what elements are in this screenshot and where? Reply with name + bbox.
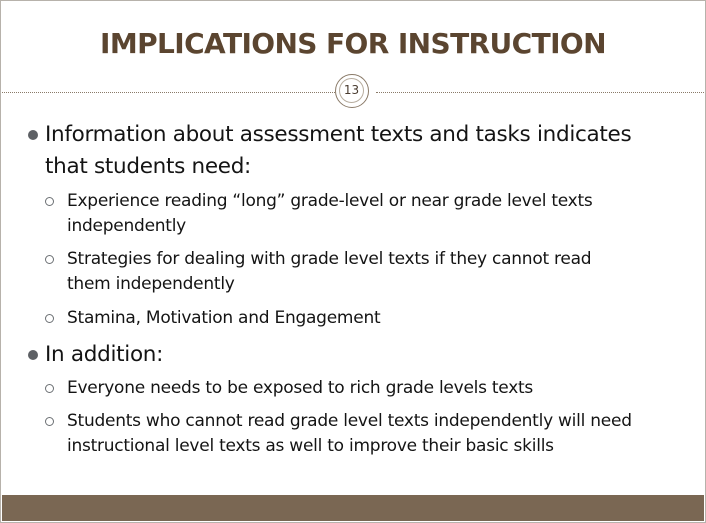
sub-bullet-circle-icon xyxy=(45,314,54,323)
sub-bullet-text-line: Stamina, Motivation and Engagement xyxy=(67,308,381,328)
bullet-dot-icon xyxy=(28,130,38,140)
bullet-text-line: Information about assessment texts and tasks indicates xyxy=(45,122,632,147)
sub-bullet-text-line: Strategies for dealing with grade level texts if they cannot read xyxy=(67,249,592,269)
bullet-text-line: In addition: xyxy=(45,342,164,367)
title-divider-right xyxy=(376,92,704,93)
title-divider-left xyxy=(2,92,335,93)
sub-bullet-circle-icon xyxy=(45,255,54,264)
sub-bullet-text-line: them independently xyxy=(67,274,235,294)
sub-bullet-text-line: Everyone needs to be exposed to rich grade levels texts xyxy=(67,378,534,398)
slide-title: IMPLICATIONS FOR INSTRUCTION xyxy=(100,27,606,60)
sub-bullet-text-line: Students who cannot read grade level texts independently will need xyxy=(67,411,632,431)
sub-bullet-circle-icon xyxy=(45,417,54,426)
sub-bullet-circle-icon xyxy=(45,197,54,206)
sub-bullet-text-line: independently xyxy=(67,216,186,236)
sub-bullet-text-line: instructional level texts as well to improve their basic skills xyxy=(67,436,554,456)
page-number-badge xyxy=(335,74,369,108)
sub-bullet-text-line: Experience reading “long” grade-level or near grade level texts xyxy=(67,191,593,211)
bullet-dot-icon xyxy=(28,350,38,360)
page-number: 13 xyxy=(339,78,364,103)
bullet-text-line: that students need: xyxy=(45,154,251,179)
footer-band xyxy=(2,495,704,521)
sub-bullet-circle-icon xyxy=(45,384,54,393)
